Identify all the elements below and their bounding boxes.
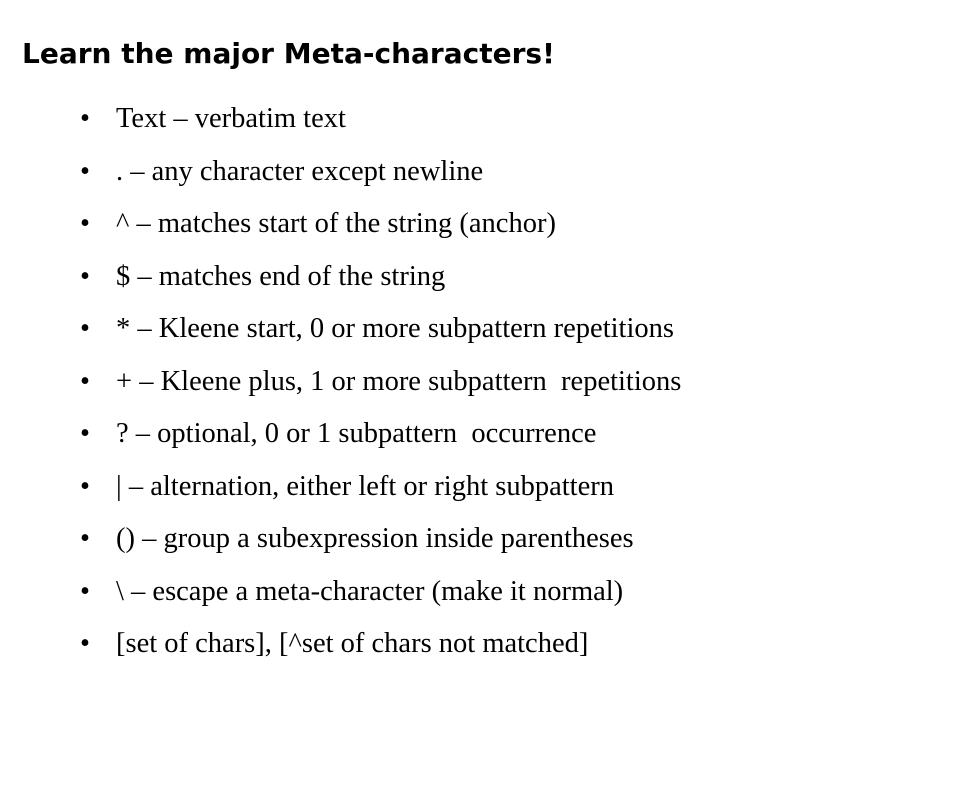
bullet-item [0,464,614,517]
bullet-text: . – any character except newline [116,155,484,187]
bullet-text: \ – escape a meta-character (make it normal) [116,575,624,607]
bullet-item [0,621,589,674]
bullet-list [0,96,682,674]
slide-title: Learn the major Meta-characters! [22,37,555,70]
bullet-text: [set of chars], [^set of chars not matched] [116,628,589,659]
bullet-dot-icon: • [80,418,90,449]
bullet-dot-icon: • [80,313,90,344]
bullet-dot-icon: • [80,628,90,659]
bullet-text: + – Kleene plus, 1 or more subpattern repetitions [116,365,682,397]
bullet-text: * – Kleene start, 0 or more subpattern repetitions [116,313,674,344]
bullet-text: ^ – matches start of the string (anchor) [116,208,556,239]
bullet-item [0,306,674,359]
bullet-item [0,201,556,254]
bullet-item [0,254,446,307]
bullet-item [0,96,346,149]
bullet-item [0,149,484,202]
bullet-item [0,359,682,412]
bullet-text: $ – matches end of the string [116,260,446,292]
bullet-dot-icon: • [80,523,90,554]
bullet-dot-icon: • [80,470,90,502]
bullet-item [0,516,634,569]
bullet-dot-icon: • [80,155,90,187]
bullet-text: | – alternation, either left or right subpattern [116,470,614,502]
bullet-dot-icon: • [80,575,90,607]
bullet-dot-icon: • [80,260,90,292]
bullet-text: Text – verbatim text [116,103,346,134]
bullet-text: ? – optional, 0 or 1 subpattern occurrence [116,418,597,449]
bullet-item [0,569,624,622]
bullet-dot-icon: • [80,208,90,239]
bullet-item [0,411,597,464]
bullet-text: () – group a subexpression inside parentheses [116,523,634,554]
bullet-dot-icon: • [80,103,90,134]
bullet-dot-icon: • [80,365,90,397]
